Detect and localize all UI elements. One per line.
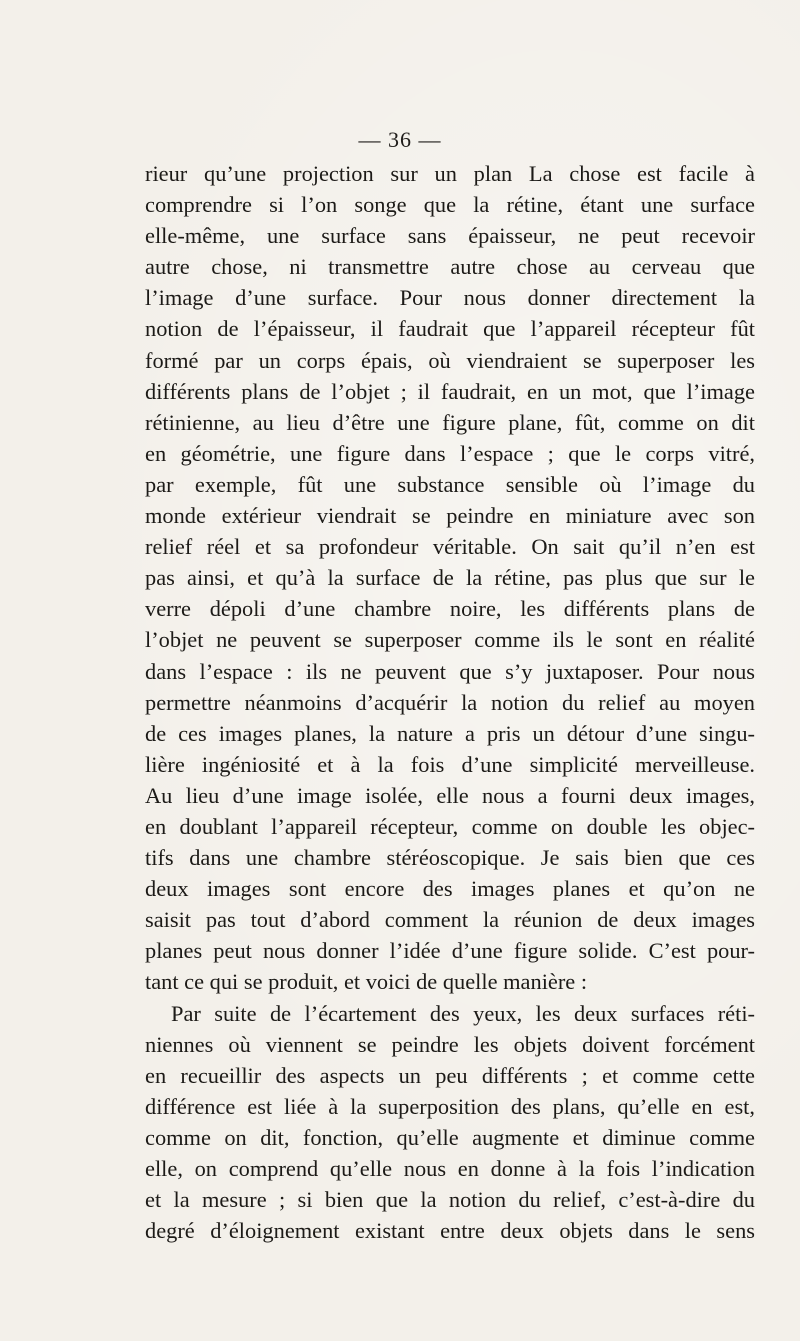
text-line: planes peut nous donner l’idée d’une figure solide. C’est pour- [145, 938, 755, 964]
text-line: notion de l’épaisseur, il faudrait que l’appareil récepteur fût [145, 316, 755, 342]
text-line: formé par un corps épais, où viendraient se superposer les [145, 347, 755, 373]
text-line: lière ingéniosité et à la fois d’une simplicité merveilleuse. [145, 751, 755, 777]
text-line: elle-même, une surface sans épaisseur, ne peut recevoir [145, 223, 755, 249]
text-line: tifs dans une chambre stéréoscopique. Je sais bien que ces [145, 845, 755, 871]
text-line: permettre néanmoins d’acquérir la notion du relief au moyen [145, 689, 755, 715]
text-line: en géométrie, une figure dans l’espace ; que le corps vitré, [145, 440, 755, 466]
paragraph-2 [145, 998, 755, 1247]
text-line: niennes où viennent se peindre les objets doivent forcément [145, 1031, 755, 1057]
text-line: l’image d’une surface. Pour nous donner directement la [145, 285, 755, 311]
text-line: en recueillir des aspects un peu différents ; et comme cette [145, 1062, 755, 1088]
text-line: comme on dit, fonction, qu’elle augmente et diminue comme [145, 1124, 755, 1150]
text-line: degré d’éloignement existant entre deux objets dans le sens [145, 1218, 755, 1244]
text-line: de ces images planes, la nature a pris un détour d’une singu- [145, 720, 755, 746]
text-line: par exemple, fût une substance sensible où l’image du [145, 471, 755, 497]
text-line: saisit pas tout d’abord comment la réunion de deux images [145, 907, 755, 933]
text-line: Par suite de l’écartement des yeux, les deux surfaces réti- [171, 1000, 755, 1026]
text-line: comprendre si l’on songe que la rétine, étant une surface [145, 192, 755, 218]
text-line: et la mesure ; si bien que la notion du relief, c’est-à-dire du [145, 1187, 755, 1213]
text-line: l’objet ne peuvent se superposer comme ils le sont en réalité [145, 627, 755, 653]
text-line: elle, on comprend qu’elle nous en donne à la fois l’indication [145, 1156, 755, 1181]
page-number: — 36 — [358, 127, 442, 152]
text-line: différents plans de l’objet ; il faudrait, en un mot, que l’image [145, 378, 755, 404]
text-line: dans l’espace : ils ne peuvent que s’y juxtaposer. Pour nous [145, 658, 755, 684]
body-text [145, 158, 755, 1246]
paragraph-1 [145, 158, 755, 998]
text-line: Au lieu d’une image isolée, elle nous a fourni deux images, [145, 782, 755, 808]
text-line: différence est liée à la superposition des plans, qu’elle en est, [145, 1093, 755, 1119]
text-line: rieur qu’une projection sur un plan La chose est facile à [145, 161, 755, 186]
text-line: en doublant l’appareil récepteur, comme on double les objec- [145, 813, 755, 839]
text-line: tant ce qui se produit, et voici de quelle manière : [145, 969, 588, 995]
text-line: rétinienne, au lieu d’être une figure plane, fût, comme on dit [145, 409, 755, 435]
text-line: verre dépoli d’une chambre noire, les différents plans de [145, 596, 755, 622]
text-line: deux images sont encore des images planes et qu’on ne [145, 876, 755, 902]
text-line: relief réel et sa profondeur véritable. On sait qu’il n’en est [145, 534, 755, 560]
text-line: pas ainsi, et qu’à la surface de la rétine, pas plus que sur le [145, 565, 755, 591]
text-line: monde extérieur viendrait se peindre en miniature avec son [145, 503, 755, 529]
text-line: autre chose, ni transmettre autre chose au cerveau que [145, 254, 755, 280]
